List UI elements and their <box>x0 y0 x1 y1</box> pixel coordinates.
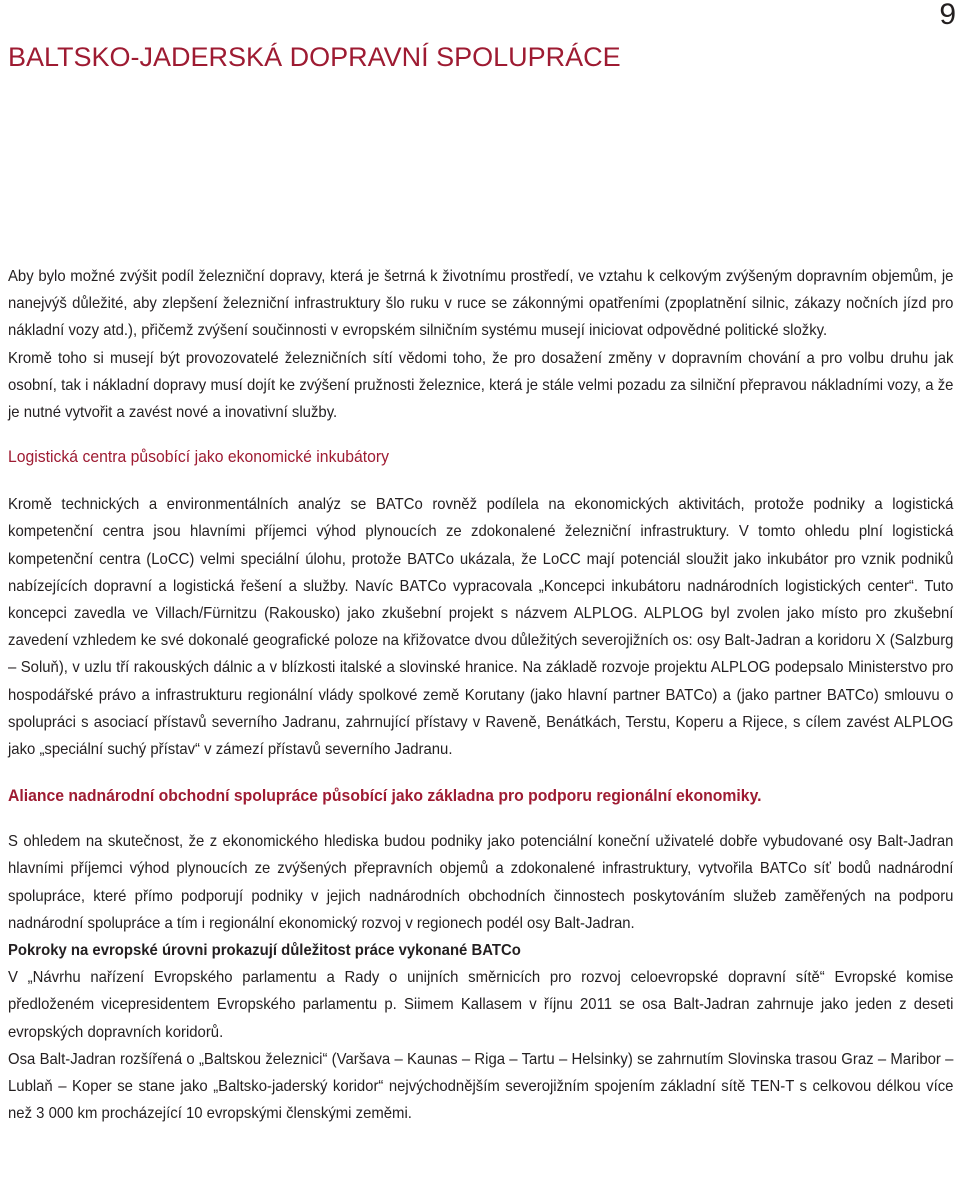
page-number: 9 <box>939 0 956 31</box>
section-heading-business-alliance: Aliance nadnárodní obchodní spolupráce působící jako základna pro podporu regionální ekonomiky. <box>8 787 762 806</box>
section2-paragraph-2: V „Návrhu nařízení Evropského parlamentu a Rady o unijních směrnicích pro rozvoj celoevropské dopravní sítě“ Evropské komise předloženém vicepresidentem Evropského parlamentu p. Siimem Kallasem v říjnu 2011 se osa Balt-Jadran zahrnuje jako jeden z deseti evropských dopravních koridorů. <box>8 969 954 1041</box>
page-content <box>8 263 953 1127</box>
section2-paragraph-3: Osa Balt-Jadran rozšířená o „Baltskou železnici“ (Varšava – Kaunas – Riga – Tartu – Helsinky) se zahrnutím Slovinska trasou Graz – Maribor – Lublaň – Koper se stane jako „Baltsko-jaderský koridor“ nejvýchodnějším severojižním spojením základní sítě TEN-T s celkovou délkou více než 3 000 km procházející 10 evropskými členskými zeměmi. <box>8 1050 954 1123</box>
intro-paragraph-2: Kromě toho si musejí být provozovatelé železničních sítí vědomi toho, že pro dosažení změny v dopravním chování a pro volbu druhu jak osobní, tak i nákladní dopravy musí dojít ke zvýšení pružnosti železnice, která je stále velmi pozadu za silniční přepravou nákladními vozy, a že je nutné vytvořit a zavést nové a inovativní služby. <box>8 349 954 422</box>
section-heading-logistics-centers: Logistická centra působící jako ekonomické inkubátory <box>8 448 390 467</box>
section2-subheading: Pokroky na evropské úrovni prokazují důležitost práce vykonané BATCo <box>8 942 521 960</box>
section1-paragraph: Kromě technických a environmentálních analýz se BATCo rovněž podílela na ekonomických aktivitách, protože podniky a logistická kompetenční centra jsou hlavními příjemci výhod plynoucích ze zdokonalené železniční infrastruktury. V tomto ohledu plní logistická kompetenční centra (LoCC) velmi speciální úlohu, protože BATCo ukázala, že LoCC mají potenciál sloužit jako inkubátor pro vznik podniků nabízejících dopravní a logistická řešení a služby. Navíc BATCo vypracovala „Koncepci inkubátoru nadnárodních logistických center“. Tuto koncepci zavedla ve Villach/Fürnitzu (Rakousko) jako zkušební projekt s názvem ALPLOG. ALPLOG byl zvolen jako místo pro zkušební zavedení vzhledem ke své dokonalé geografické poloze na křižovatce dvou důležitých severojižních os: osy Balt-Jadran a koridoru X (Salzburg – Soluň), v uzlu tří rakouských dálnic a v blízkosti italské a slovinské hranice. Na základě rozvoje projektu ALPLOG podepsalo Ministerstvo pro hospodářské právo a infrastrukturu regionální vlády spolkové země Korutany (jako hlavní partner BATCo) a (jako partner BATCo) smlouvu o spolupráci s asociací přístavů severního Jadranu, zahrnující přístavy v Raveně, Benátkách, Terstu, Koperu a Rijece, s cílem zavést ALPLOG jako „speciální suchý přístav“ v zámezí přístavů severního Jadranu. <box>8 496 954 759</box>
intro-paragraph-1: Aby bylo možné zvýšit podíl železniční dopravy, která je šetrná k životnímu prostředí, ve vztahu k celkovým zvýšeným dopravním objemům, je nanejvýš důležité, aby zlepšení železniční infrastruktury šlo ruku v ruce se zákonnými opatřeními (zpoplatnění silnic, zákazy nočních jízd pro nákladní vozy atd.), přičemž zvýšení součinnosti v evropském silničním systému musejí iniciovat odpovědné politické složky. <box>8 268 954 340</box>
section2-paragraph-1: S ohledem na skutečnost, že z ekonomického hlediska budou podniky jako potenciální koneční uživatelé dobře vybudované osy Balt-Jadran hlavními příjemci výhod plynoucích ze zvýšených přepravních objemů a zdokonalené infrastruktury, vytvořila BATCo síť bodů nadnárodní spolupráce, které přímo podporují podniky v jejich nadnárodních obchodních činnostech poskytováním služeb zaměřených na podporu nadnárodní spolupráce a tím i regionální ekonomický rozvoj v regionech podél osy Balt-Jadran. <box>8 833 954 932</box>
page-title: BALTSKO-JADERSKÁ DOPRAVNÍ SPOLUPRÁCE <box>8 42 621 72</box>
